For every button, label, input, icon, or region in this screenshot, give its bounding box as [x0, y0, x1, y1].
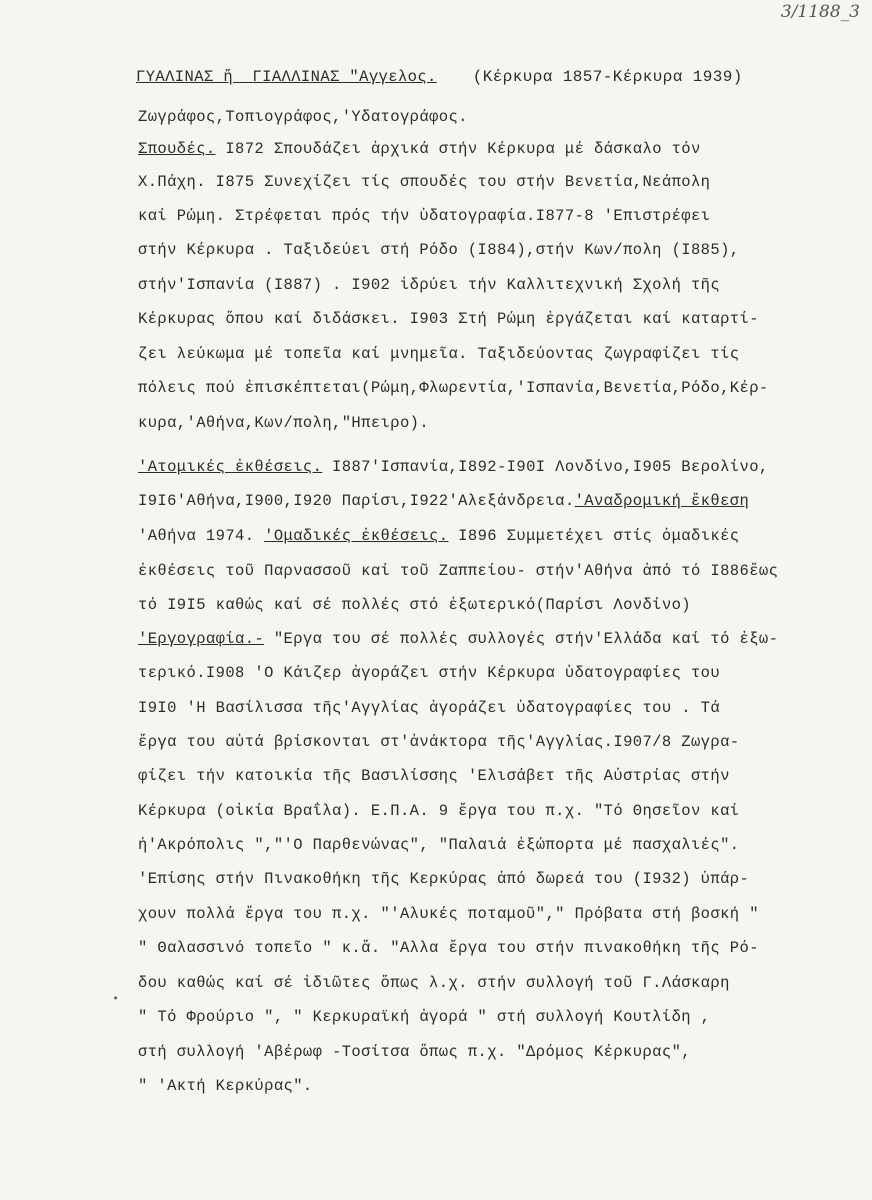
studies-text: κυρα,'Αθήνα,Κων/πολη,"Ηπειρο).	[138, 414, 430, 432]
works-text: στή συλλογή 'Αβέρωφ -Τοσίτσα ὅπως π.χ. "Δρόμος Κέρκυρας",	[138, 1043, 691, 1061]
studies-text: Χ.Πάχη. I875 Συνεχίζει τίς σπουδές του στήν Βενετία,Νεάπολη	[138, 173, 711, 191]
studies-text: I872 Σπουδάζει ἀρχικά στήν Κέρκυρα μέ δάσκαλο τόν	[215, 140, 701, 158]
artist-name: ΓΥΑΛΙΝΑΣ ἤ ΓΙΑΛΛΙΝΑΣ "Αγγελος.	[136, 68, 437, 86]
works-text: I9I0 'Η Βασίλισσα τῆς'Αγγλίας ἀγοράζει ὑδατογραφίες του . Τά	[138, 699, 721, 717]
works-line	[0, 727, 872, 757]
works-text: " Θαλασσινό τοπεῖο " κ.ἄ. "Αλλα ἔργα του στήν πινακοθήκη τῆς Ρό-	[138, 939, 759, 957]
title-line	[0, 62, 872, 92]
works-line	[0, 1037, 872, 1067]
exhibitions-line	[0, 590, 872, 620]
exhibitions-line	[0, 452, 872, 482]
studies-line	[0, 235, 872, 265]
solo-exhibitions-heading: 'Ατομικές ἐκθέσεις.	[138, 458, 323, 476]
studies-text: καί Ρώμη. Στρέφεται πρός τήν ὑδατογραφία.I877-8 'Επιστρέφει	[138, 207, 711, 225]
margin-mark: •	[112, 992, 120, 1006]
works-line	[0, 830, 872, 860]
professions-line	[0, 102, 872, 132]
studies-line	[0, 201, 872, 231]
works-text: " Τό Φρούριο ", " Κερκυραϊκή ἀγορά " στή συλλογή Κουτλίδη ,	[138, 1008, 711, 1026]
reference-number: 3/1188_3	[780, 2, 860, 22]
works-line	[0, 968, 872, 998]
studies-line	[0, 270, 872, 300]
exhibitions-text: I9I6'Αθήνα,I900,I920 Παρίσι,I922'Αλεξάνδρεια.	[138, 492, 575, 510]
studies-line	[0, 408, 872, 438]
works-text: " 'Ακτή Κερκύρας".	[138, 1077, 313, 1095]
exhibitions-line	[0, 486, 872, 516]
studies-line	[0, 304, 872, 334]
works-text: ἡ'Ακρόπολις ","'Ο Παρθενώνας", "Παλαιά ἐξώπορτα μέ πασχαλιές".	[138, 836, 740, 854]
works-line	[0, 1002, 872, 1032]
life-dates: (Κέρκυρα 1857-Κέρκυρα 1939)	[472, 68, 743, 86]
works-text: δου καθώς καί σέ ἰδιῶτες ὅπως λ.χ. στήν συλλογή τοῦ Γ.Λάσκαρη	[138, 974, 730, 992]
exhibitions-text: I887'Ισπανία,I892-I90I Λονδίνο,I905 Βερολίνο,	[322, 458, 769, 476]
works-line	[0, 1071, 872, 1101]
exhibitions-text: I896 Συμμετέχει στίς ὁμαδικές	[448, 527, 740, 545]
works-line	[0, 864, 872, 894]
studies-text: Κέρκυρας ὅπου καί διδάσκει. I903 Στή Ρώμη ἐργάζεται καί καταρτί-	[138, 310, 759, 328]
studies-text: στήν Κέρκυρα . Ταξιδεύει στή Ρόδο (I884),στήν Κων/πολη (I885),	[138, 241, 740, 259]
works-text: τερικό.I908 'Ο Κάιζερ ἀγοράζει στήν Κέρκυρα ὑδατογραφίες του	[138, 664, 721, 682]
exhibitions-text: τό I9I5 καθώς καί σέ πολλές στό ἐξωτερικό(Παρίσι Λονδίνο)	[138, 596, 691, 614]
works-text: 'Επίσης στήν Πινακοθήκη τῆς Κερκύρας ἀπό δωρεά του (I932) ὑπάρ-	[138, 870, 750, 888]
studies-heading: Σπουδές.	[138, 140, 216, 158]
studies-line	[0, 339, 872, 369]
works-text: "Εργα του σέ πολλές συλλογές στήν'Ελλάδα καί τό ἐξω-	[264, 630, 779, 648]
professions: Ζωγράφος,Τοπιογράφος,'Υδατογράφος.	[138, 108, 468, 126]
works-text: φίζει τήν κατοικία τῆς Βασιλίσσης 'Ελισάβετ τῆς Αὐστρίας στήν	[138, 767, 730, 785]
works-text: ἔργα του αὐτά βρίσκονται στ'ἀνάκτορα τῆς'Αγγλίας.I907/8 Ζωγρα-	[138, 733, 740, 751]
works-line	[0, 899, 872, 929]
works-line	[0, 796, 872, 826]
works-text: Κέρκυρα (οἰκία Βραΐλα). Ε.Π.Α. 9 ἔργα του π.χ. "Τό Θησεῖον καί	[138, 802, 740, 820]
works-line	[0, 933, 872, 963]
works-heading: 'Εργογραφία.-	[138, 630, 265, 648]
studies-line	[0, 134, 872, 164]
exhibitions-text: ἐκθέσεις τοῦ Παρνασσοῦ καί τοῦ Ζαππείου- στήν'Αθήνα ἀπό τό I886ἕως	[138, 562, 779, 580]
studies-text: πόλεις πού ἐπισκέπτεται(Ρώμη,Φλωρεντία,'Ισπανία,Βενετία,Ρόδο,Κέρ-	[138, 379, 769, 397]
studies-line	[0, 167, 872, 197]
retrospective-heading: 'Αναδρομική ἔκθεση	[574, 492, 750, 510]
exhibitions-text: 'Αθήνα 1974.	[138, 527, 265, 545]
works-text: χουν πολλά ἔργα του π.χ. "'Αλυκές ποταμοῦ"," Πρόβατα στή βοσκή "	[138, 905, 759, 923]
works-line	[0, 693, 872, 723]
group-exhibitions-heading: 'Ομαδικές ἐκθέσεις.	[264, 527, 449, 545]
studies-text: στήν'Ισπανία (I887) . I902 ἱδρύει τήν Καλλιτεχνική Σχολή τῆς	[138, 276, 721, 294]
works-line	[0, 761, 872, 791]
studies-text: ζει λεύκωμα μέ τοπεῖα καί μνημεῖα. Ταξιδεύοντας ζωγραφίζει τίς	[138, 345, 740, 363]
works-line	[0, 658, 872, 688]
exhibitions-line	[0, 521, 872, 551]
works-line	[0, 624, 872, 654]
studies-line	[0, 373, 872, 403]
exhibitions-line	[0, 556, 872, 586]
